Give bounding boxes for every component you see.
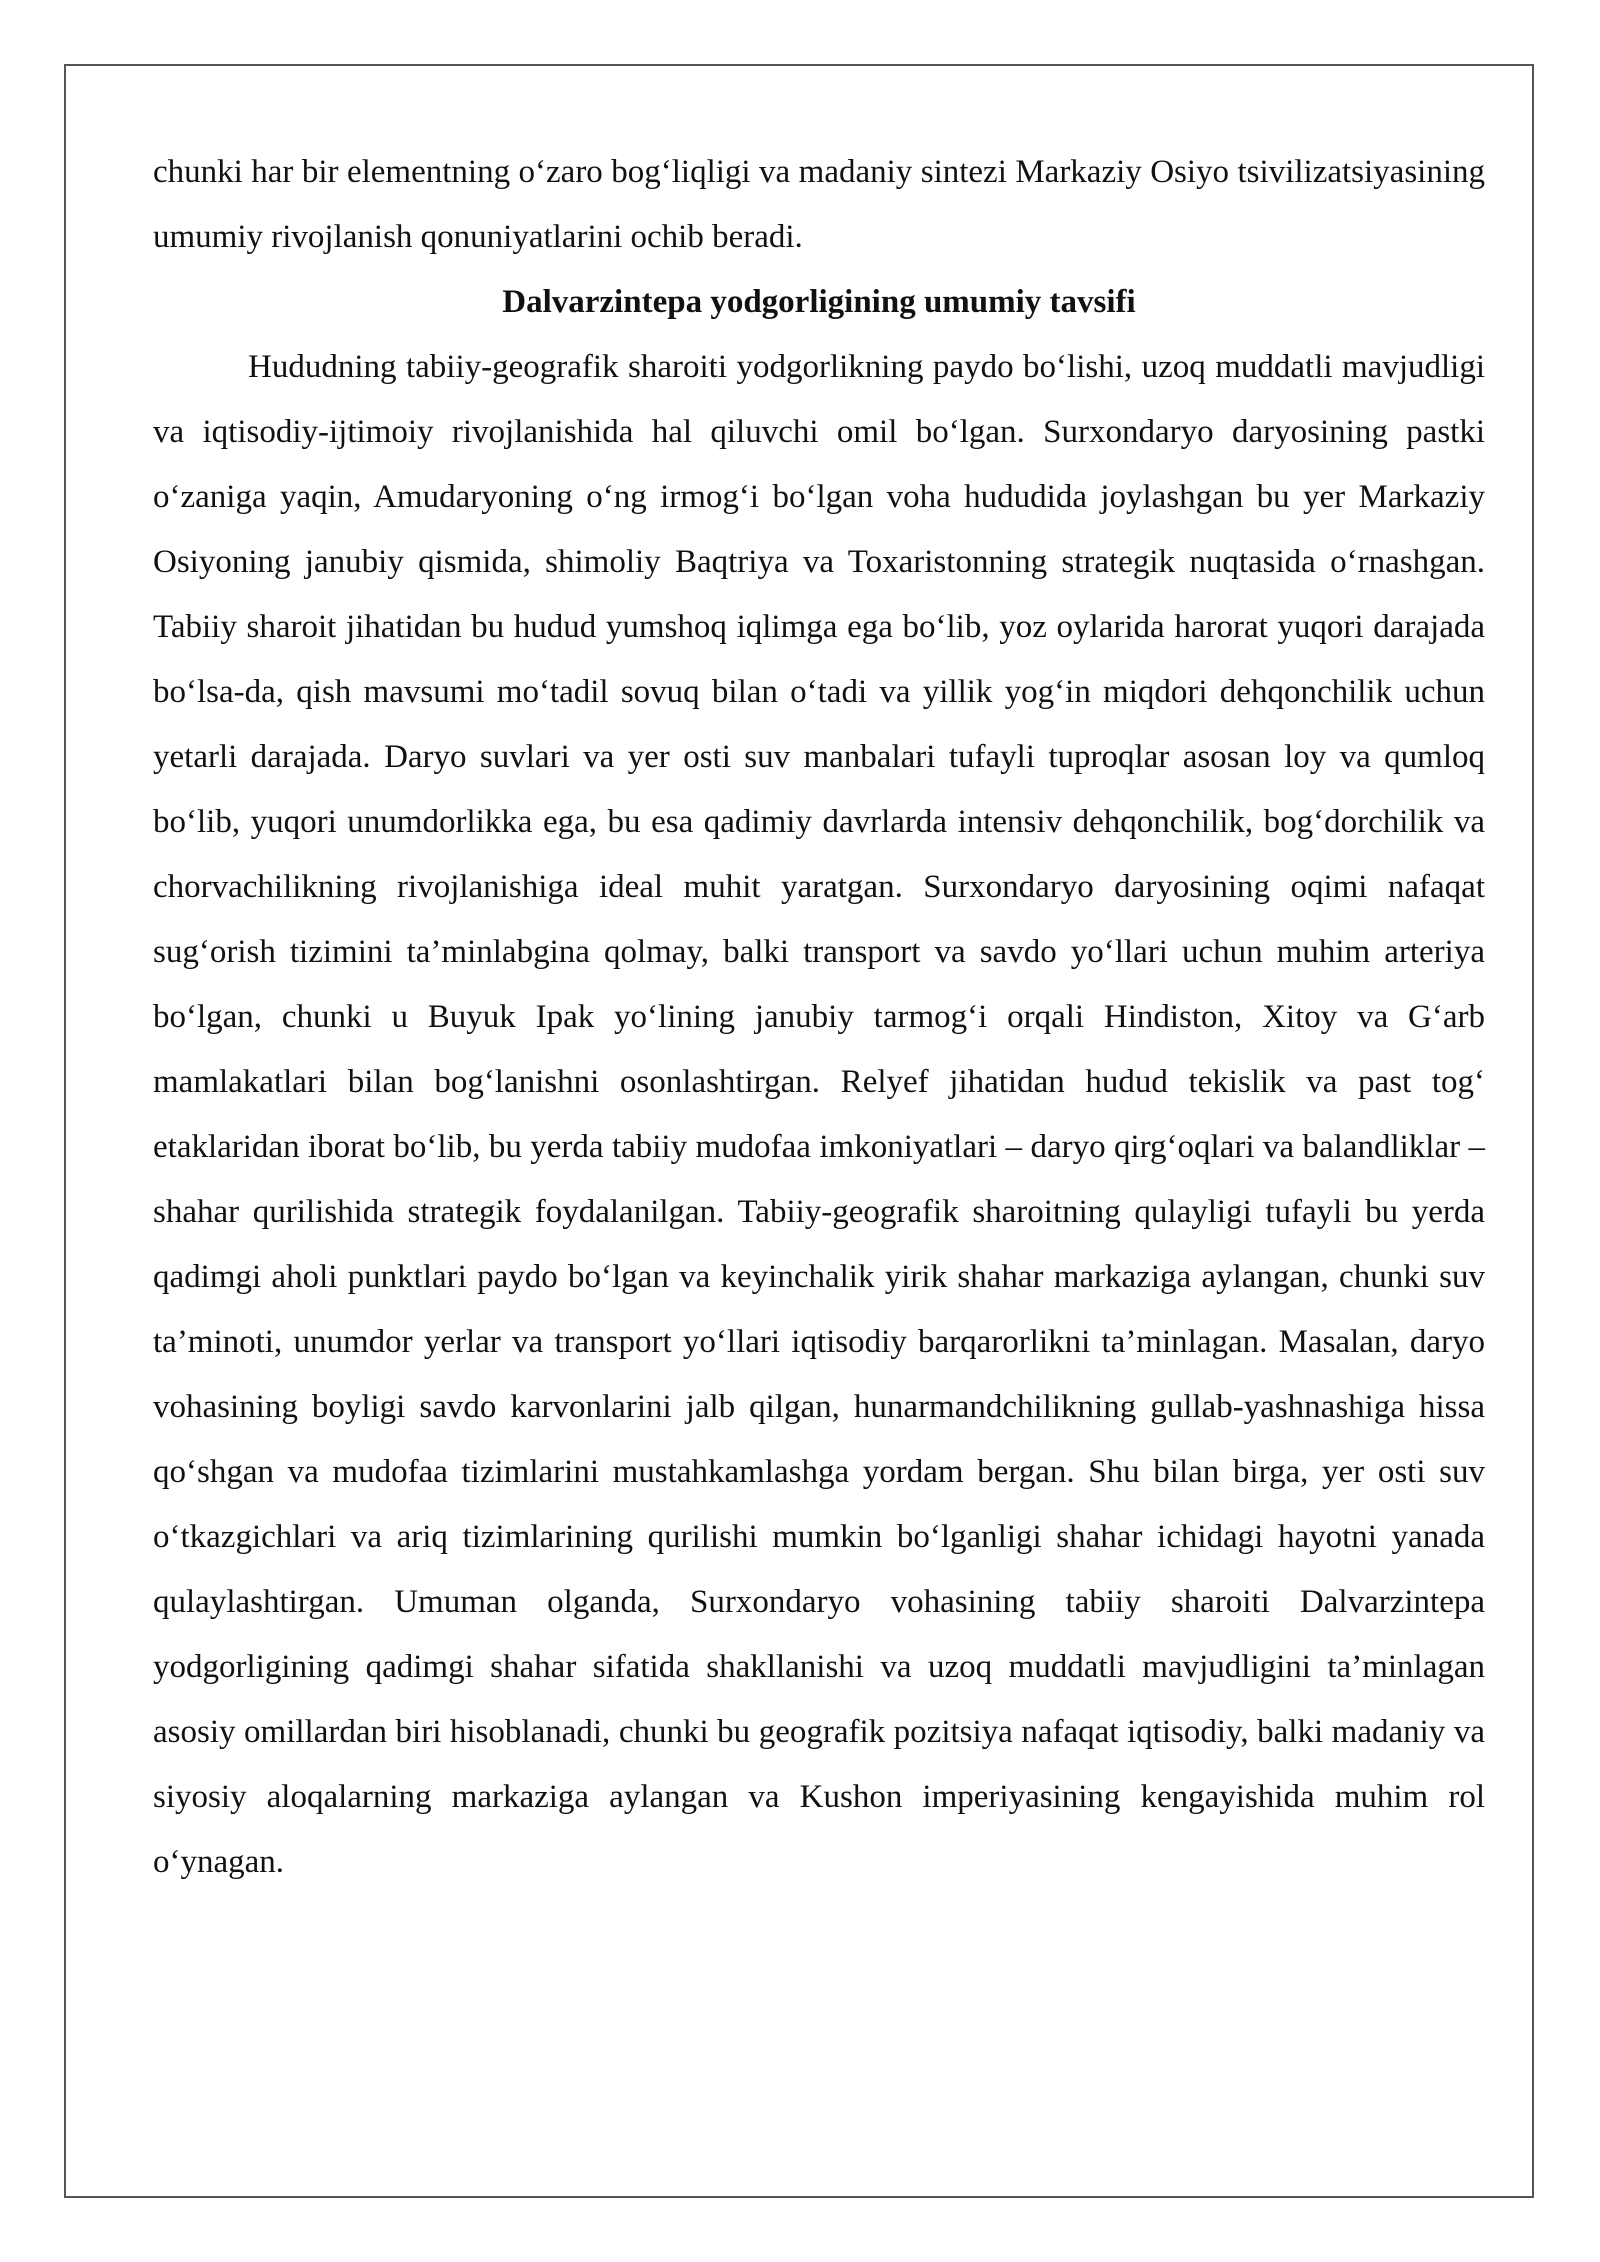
document-body xyxy=(153,140,1485,1895)
continuation-paragraph: chunki har bir elementning o‘zaro bog‘liqligi va madaniy sintezi Markaziy Osiyo tsivilizatsiyasining umumiy rivojlanish qonuniyatlarini ochib beradi. xyxy=(153,154,1485,255)
section-heading: Dalvarzintepa yodgorligining umumiy tavsifi xyxy=(502,284,1136,320)
body-paragraph: Hududning tabiiy-geografik sharoiti yodgorlikning paydo bo‘lishi, uzoq muddatli mavjudligi va iqtisodiy-ijtimoiy rivojlanishida hal qiluvchi omil bo‘lgan. Surxondaryo daryosining pastki o‘zaniga yaqin, Amudaryoning o‘ng irmog‘i bo‘lgan voha hududida joylashgan bu yer Markaziy Osiyoning janubiy qismida, shimoliy Baqtriya va Toxaristonning strategik nuqtasida o‘rnashgan. Tabiiy sharoit jihatidan bu hudud yumshoq iqlimga ega bo‘lib, yoz oylarida harorat yuqori darajada bo‘lsa-da, qish mavsumi mo‘tadil sovuq bilan o‘tadi va yillik yog‘in miqdori dehqonchilik uchun yetarli darajada. Daryo suvlari va yer osti suv manbalari tufayli tuproqlar asosan loy va qumloq bo‘lib, yuqori unumdorlikka ega, bu esa qadimiy davrlarda intensiv dehqonchilik, bog‘dorchilik va chorvachilikning rivojlanishiga ideal muhit yaratgan. Surxondaryo daryosining oqimi nafaqat sug‘orish tizimini ta’minlabgina qolmay, balki transport va savdo yo‘llari uchun muhim arteriya bo‘lgan, chunki u Buyuk Ipak yo‘lining janubiy tarmog‘i orqali Hindiston, Xitoy va G‘arb mamlakatlari bilan bog‘lanishni osonlashtirgan. Relyef jihatidan hudud tekislik va past tog‘ etaklaridan iborat bo‘lib, bu yerda tabiiy mudofaa imkoniyatlari – daryo qirg‘oqlari va balandliklar – shahar qurilishida strategik foydalanilgan. Tabiiy-geografik sharoitning qulayligi tufayli bu yerda qadimgi aholi punktlari paydo bo‘lgan va keyinchalik yirik shahar markaziga aylangan, chunki suv ta’minoti, unumdor yerlar va transport yo‘llari iqtisodiy barqarorlikni ta’minlagan. Masalan, daryo vohasining boyligi savdo karvonlarini jalb qilgan, hunarmandchilikning gullab-yashnashiga hissa qo‘shgan va mudofaa tizimlarini mustahkamlashga yordam bergan. Shu bilan birga, yer osti suv o‘tkazgichlari va ariq tizimlarining qurilishi mumkin bo‘lganligi shahar ichidagi hayotni yanada qulaylashtirgan. Umuman olganda, Surxondaryo vohasining tabiiy sharoiti Dalvarzintepa yodgorligining qadimgi shahar sifatida shakllanishi va uzoq muddatli mavjudligini ta’minlagan asosiy omillardan biri hisoblanadi, chunki bu geografik pozitsiya nafaqat iqtisodiy, balki madaniy va siyosiy aloqalarning markaziga aylangan va Kushon imperiyasining kengayishida muhim rol o‘ynagan. xyxy=(153,349,1485,1880)
